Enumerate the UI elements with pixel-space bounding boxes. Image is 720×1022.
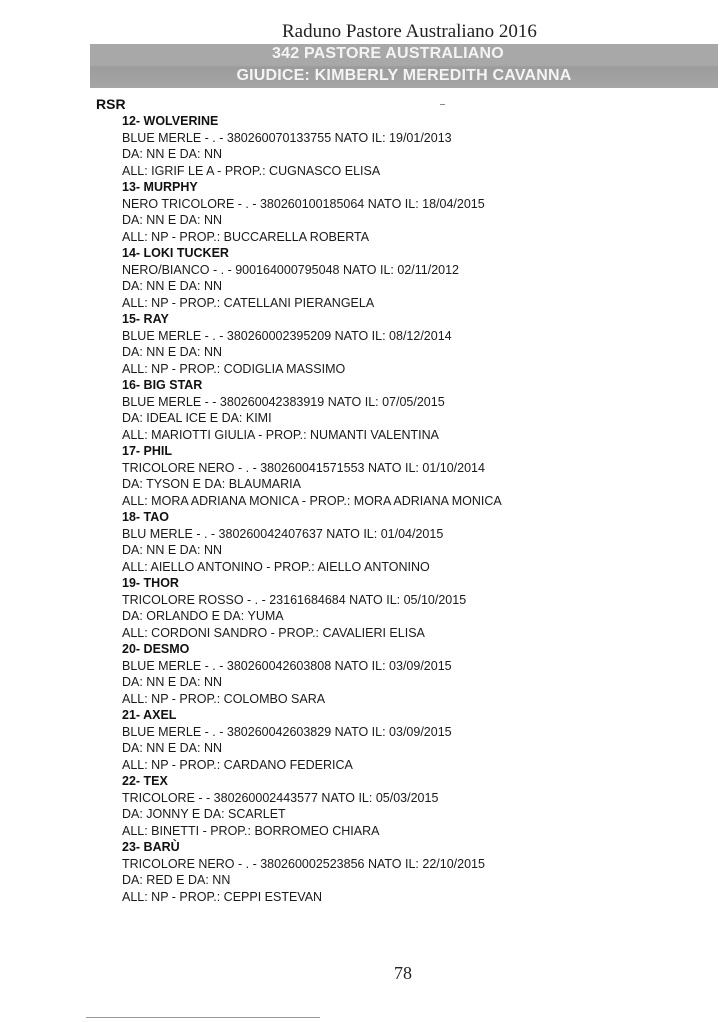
entry-parents: DA: NN E DA: NN — [122, 675, 223, 689]
entry-21 — [122, 707, 712, 773]
entry-name: 16- BIG STAR — [122, 378, 203, 392]
entry-name: 23- BARÙ — [122, 840, 180, 854]
entry-name: 13- MURPHY — [122, 180, 198, 194]
entry-owner: ALL: MARIOTTI GIULIA - PROP.: NUMANTI VALENTINA — [122, 427, 439, 442]
entry-parents: DA: RED E DA: NN — [122, 873, 231, 887]
entry-details: TRICOLORE NERO - . - 380260041571553 NATO IL: 01/10/2014 — [122, 460, 485, 475]
entry-details: TRICOLORE - - 380260002443577 NATO IL: 05/03/2015 — [122, 790, 439, 805]
footer-rule — [86, 1017, 320, 1018]
entry-details: BLUE MERLE - . - 380260042603829 NATO IL: 03/09/2015 — [122, 724, 452, 739]
entry-owner: ALL: NP - PROP.: COLOMBO SARA — [122, 691, 326, 706]
entry-19 — [122, 575, 712, 641]
entry-details: TRICOLORE ROSSO - . - 23161684684 NATO IL: 05/10/2015 — [122, 592, 467, 607]
entry-details: BLUE MERLE - . - 380260042603808 NATO IL: 03/09/2015 — [122, 658, 452, 673]
entry-owner: ALL: IGRIF LE A - PROP.: CUGNASCO ELISA — [122, 163, 381, 178]
entry-name: 22- TEX — [122, 774, 168, 788]
entry-name: 18- TAO — [122, 510, 169, 524]
entry-parents: DA: NN E DA: NN — [122, 147, 223, 161]
entry-owner: ALL: NP - PROP.: CATELLANI PIERANGELA — [122, 295, 375, 310]
entry-16 — [122, 377, 712, 443]
entry-parents: DA: NN E DA: NN — [122, 279, 223, 293]
entry-parents: DA: JONNY E DA: SCARLET — [122, 807, 286, 821]
banner-breed-label: 342 PASTORE AUSTRALIANO — [272, 45, 504, 62]
entry-name: 17- PHIL — [122, 444, 173, 458]
page-title: Raduno Pastore Australiano 2016 — [282, 21, 537, 42]
page-number: 78 — [394, 963, 412, 983]
entry-parents: DA: NN E DA: NN — [122, 741, 223, 755]
entry-12 — [122, 113, 712, 179]
entry-name: 19- THOR — [122, 576, 179, 590]
entry-parents: DA: TYSON E DA: BLAUMARIA — [122, 477, 301, 491]
entry-details: NERO TRICOLORE - . - 380260100185064 NATO IL: 18/04/2015 — [122, 196, 485, 211]
entry-name: 12- WOLVERINE — [122, 114, 219, 128]
entry-parents: DA: NN E DA: NN — [122, 213, 223, 227]
entry-22 — [122, 773, 712, 839]
class-banner — [90, 44, 718, 88]
entry-23 — [122, 839, 712, 905]
entry-17 — [122, 443, 712, 509]
entry-details: BLUE MERLE - - 380260042383919 NATO IL: 07/05/2015 — [122, 394, 445, 409]
entry-15 — [122, 311, 712, 377]
entry-13 — [122, 179, 712, 245]
entry-name: 14- LOKI TUCKER — [122, 246, 229, 260]
entry-details: TRICOLORE NERO - . - 380260002523856 NATO IL: 22/10/2015 — [122, 856, 485, 871]
entry-owner: ALL: AIELLO ANTONINO - PROP.: AIELLO ANTONINO — [122, 559, 430, 574]
entry-parents: DA: NN E DA: NN — [122, 345, 223, 359]
entry-details: BLU MERLE - . - 380260042407637 NATO IL: 01/04/2015 — [122, 526, 444, 541]
entry-parents: DA: IDEAL ICE E DA: KIMI — [122, 411, 272, 425]
entry-20 — [122, 641, 712, 707]
entry-name: 20- DESMO — [122, 642, 190, 656]
scan-mark — [440, 104, 445, 105]
entry-owner: ALL: NP - PROP.: CODIGLIA MASSIMO — [122, 361, 346, 376]
entry-parents: DA: ORLANDO E DA: YUMA — [122, 609, 284, 623]
entry-owner: ALL: BINETTI - PROP.: BORROMEO CHIARA — [122, 823, 380, 838]
entry-list — [122, 113, 712, 905]
entry-details: BLUE MERLE - . - 380260002395209 NATO IL: 08/12/2014 — [122, 328, 452, 343]
entry-14 — [122, 245, 712, 311]
entry-parents: DA: NN E DA: NN — [122, 543, 223, 557]
entry-owner: ALL: CORDONI SANDRO - PROP.: CAVALIERI ELISA — [122, 625, 425, 640]
entry-name: 21- AXEL — [122, 708, 177, 722]
entry-owner: ALL: NP - PROP.: CARDANO FEDERICA — [122, 757, 353, 772]
entry-owner: ALL: NP - PROP.: BUCCARELLA ROBERTA — [122, 229, 370, 244]
entry-owner: ALL: NP - PROP.: CEPPI ESTEVAN — [122, 889, 323, 904]
entry-owner: ALL: MORA ADRIANA MONICA - PROP.: MORA ADRIANA MONICA — [122, 493, 502, 508]
banner-judge-label: GIUDICE: KIMBERLY MEREDITH CAVANNA — [236, 67, 572, 84]
entry-details: BLUE MERLE - . - 380260070133755 NATO IL: 19/01/2013 — [122, 130, 452, 145]
entry-name: 15- RAY — [122, 312, 169, 326]
entry-details: NERO/BIANCO - . - 900164000795048 NATO IL: 02/11/2012 — [122, 262, 459, 277]
entry-18 — [122, 509, 712, 575]
section-heading: RSR — [96, 96, 126, 112]
